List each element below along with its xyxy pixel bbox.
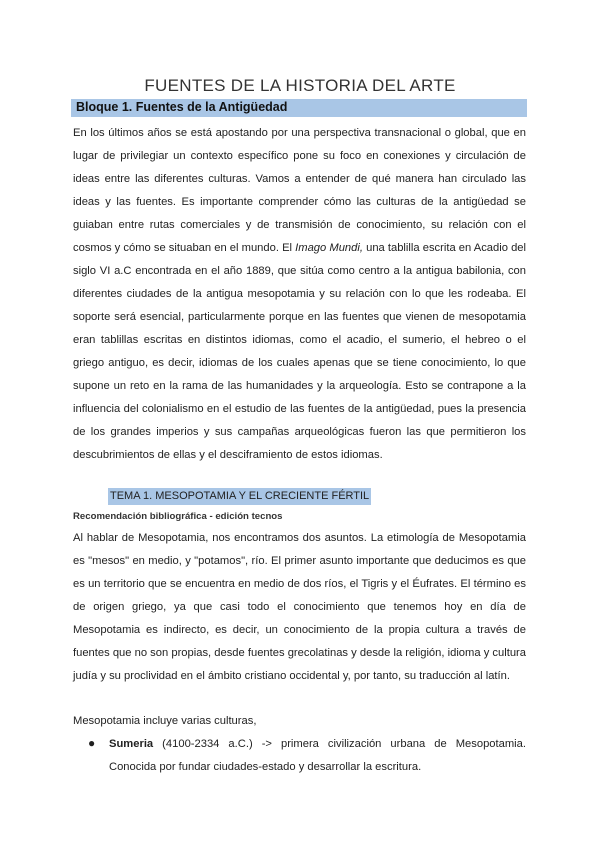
section-heading-bar [71, 99, 527, 117]
bullet-text: (4100-2334 a.C.) -> primera civilización urbana de Mesopotamia. Conocida por fundar ciudades-estado y desarrollar la escritura. [109, 738, 526, 773]
section-heading: Bloque 1. Fuentes de la Antigüedad [76, 100, 288, 114]
topic-heading: TEMA 1. MESOPOTAMIA Y EL CRECIENTE FÉRTIL [108, 488, 371, 505]
bullet-term: Sumeria [109, 738, 154, 750]
document-title: FUENTES DE LA HISTORIA DEL ARTE [144, 76, 456, 95]
list-item [109, 733, 526, 779]
cultures-intro: Mesopotamia incluye varias culturas, [73, 715, 257, 727]
mesopotamia-paragraph: Al hablar de Mesopotamia, nos encontramos dos asuntos. La etimología de Mesopotamia es "mesos" en medio, y "potamos", río. El primer asunto importante que deducimos es que es un territorio que se encuentra en medio de dos ríos, el Tigris y el Éufrates. El término es de origen griego, ya que casi todo el conocimiento que tenemos hoy en día de Mesopotamia es indirecto, es decir, un conocimiento de la propia cultura a través de fuentes que no son propias, desde fuentes grecolatinas y desde la religión, idioma y cultura judía y su proclividad en el ámbito cristiano occidental y, por tanto, su traducción al latín. [73, 532, 526, 682]
bullet-marker: ● [88, 736, 96, 750]
intro-text-start: En los últimos años se está apostando por una perspectiva transnacional o global, que en lugar de privilegiar un contexto específico pone su foco en conexiones y circulación de ideas entre las diferentes culturas. Vamos a entender de qué manera han circulado las ideas y las fuentes. Es importante comprender cómo las culturas de la antigüedad se guiaban entre rutas comerciales y de transmisión de conocimiento, su relación con el cosmos y cómo se situaban en el mundo. El [73, 127, 526, 254]
intro-paragraph [73, 122, 526, 467]
bibliography-note: Recomendación bibliográfica - edición tecnos [73, 511, 283, 522]
intro-text-end: una tablilla escrita en Acadio del siglo VI a.C encontrada en el año 1889, que sitúa como centro a la antigua babilonia, con diferentes ciudades de la antigua mesopotamia y su relación con lo que les rodeaba. El soporte será esencial, particularmente porque en las fuentes que vienen de mesopotamia eran tablillas escritas en distintos idiomas, como el acadio, el sumerio, el hebreo o el griego antiguo, es decir, idiomas de los cuales apenas que se tiene conocimiento, lo que supone un reto en la rama de las humanidades y la arqueología. Esto se contrapone a la influencia del colonialismo en el estudio de las fuentes de la antigüedad, pues la presencia de los grandes imperios y sus campañas arqueológicas fueron las que permitieron los descubrimientos de ellas y el desciframiento de estos idiomas. [73, 242, 527, 461]
imago-mundi-term: Imago Mundi, [295, 242, 363, 254]
